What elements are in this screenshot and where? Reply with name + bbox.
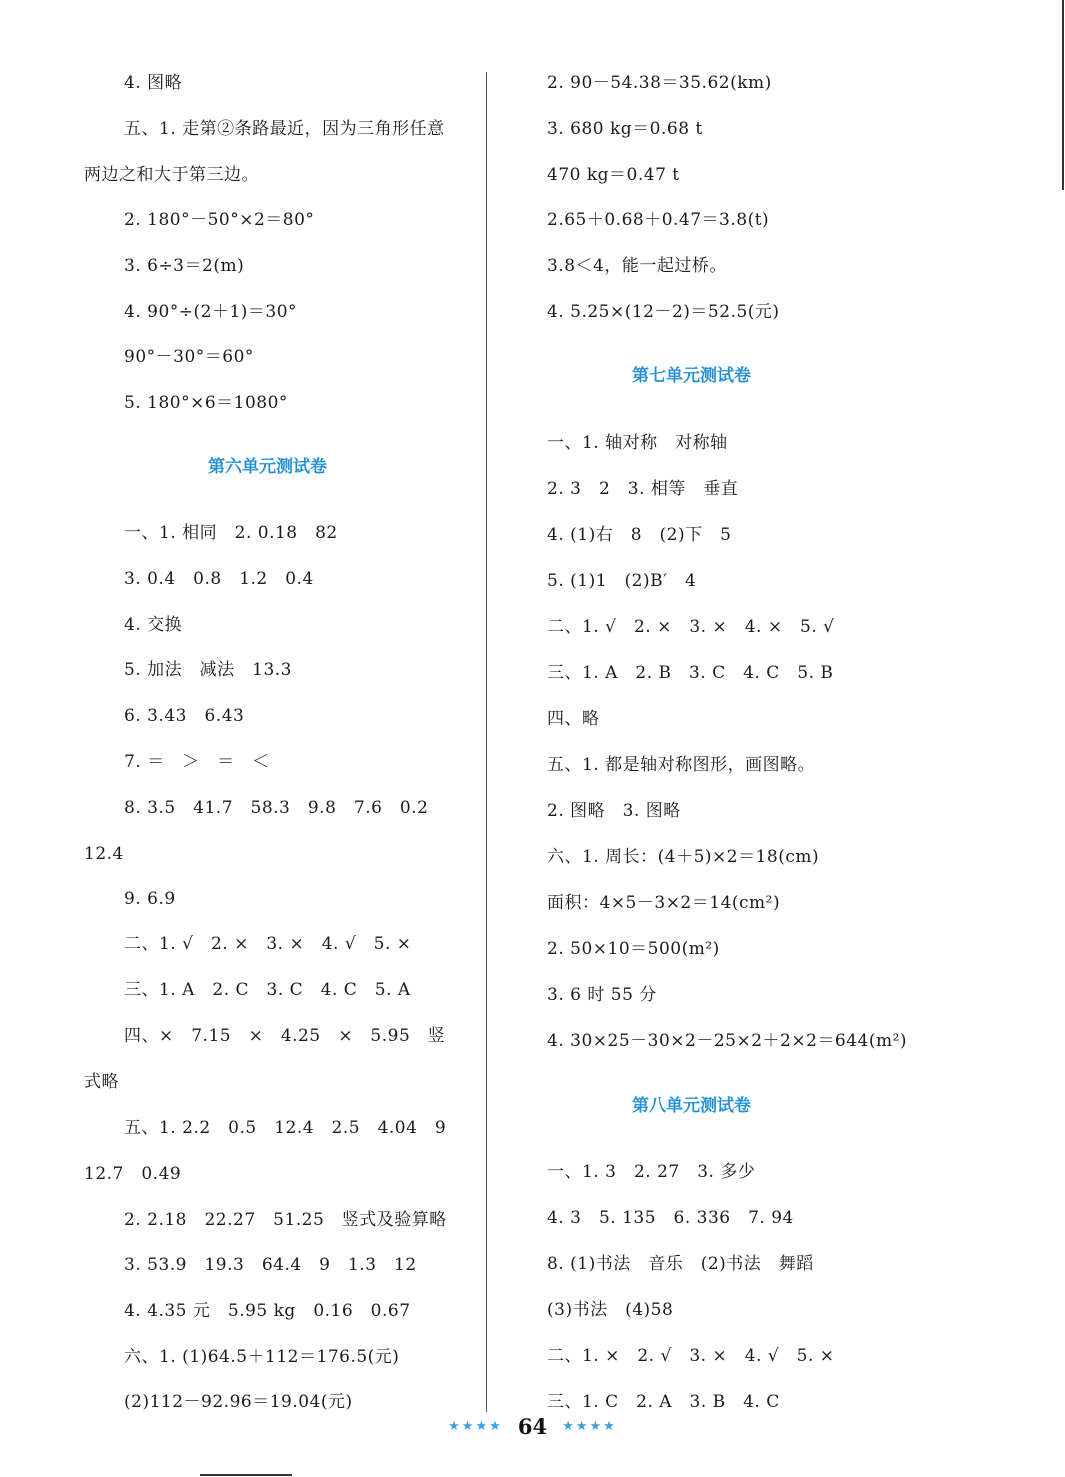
answer-line: 5. 180°×6＝1080° (124, 393, 288, 413)
answer-line: 4. 30×25－30×2－25×2＋2×2＝644(m²) (547, 1031, 908, 1051)
page-number: 64 (517, 1414, 548, 1439)
answer-line: 4. 5.25×(12－2)＝52.5(元) (547, 302, 780, 322)
answer-line: 六、1. (1)64.5＋112＝176.5(元) (124, 1347, 400, 1367)
answer-line: 3. 0.4 0.8 1.2 0.4 (124, 569, 314, 589)
footer-stars-left: ★★★★ (448, 1419, 503, 1434)
page-footer (0, 1414, 1065, 1446)
footer-stars-right: ★★★★ (562, 1419, 617, 1434)
answer-line: 四、略 (547, 709, 600, 729)
answer-line: 3. 53.9 19.3 64.4 9 1.3 12 (124, 1255, 417, 1275)
answer-line: 4. 交换 (124, 615, 183, 635)
answer-line: 一、1. 相同 2. 0.18 82 (124, 523, 338, 543)
answer-line: 3.8＜4，能一起过桥。 (547, 256, 727, 276)
answer-line: 8. (1)书法 音乐 (2)书法 舞蹈 (547, 1254, 814, 1274)
section-heading: 第七单元测试卷 (632, 366, 751, 386)
answer-line: 9. 6.9 (124, 889, 176, 909)
answer-line: 二、1. √ 2. × 3. × 4. × 5. √ (547, 617, 835, 637)
answer-line: 三、1. A 2. C 3. C 4. C 5. A (124, 980, 411, 1000)
answer-line: 4. 3 5. 135 6. 336 7. 94 (547, 1208, 794, 1228)
answer-line: 六、1. 周长：(4＋5)×2＝18(cm) (547, 847, 820, 867)
answer-line: 12.7 0.49 (84, 1164, 182, 1184)
answer-line: 4. 4.35 元 5.95 kg 0.16 0.67 (124, 1301, 411, 1321)
answer-line: 2. 图略 3. 图略 (547, 801, 681, 821)
answer-line: 五、1. 都是轴对称图形，画图略。 (547, 755, 816, 775)
answer-line: 五、1. 2.2 0.5 12.4 2.5 4.04 9 (124, 1118, 447, 1138)
answer-line: 2. 3 2 3. 相等 垂直 (547, 479, 739, 499)
answer-line: 3. 6 时 55 分 (547, 985, 657, 1005)
answer-line: 2.65＋0.68＋0.47＝3.8(t) (547, 210, 770, 230)
answer-line: (3)书法 (4)58 (547, 1300, 674, 1320)
answer-line: 2. 180°－50°×2＝80° (124, 210, 315, 230)
answer-line: 90°－30°＝60° (124, 347, 254, 367)
answer-line: 2. 50×10＝500(m²) (547, 939, 720, 959)
answer-line: 三、1. A 2. B 3. C 4. C 5. B (547, 663, 834, 683)
answer-line: 2. 2.18 22.27 51.25 竖式及验算略 (124, 1210, 447, 1230)
answer-line: 3. 680 kg＝0.68 t (547, 119, 703, 139)
answer-line: 两边之和大于第三边。 (84, 165, 259, 185)
answer-line: (2)112－92.96＝19.04(元) (124, 1392, 353, 1412)
column-divider (486, 72, 487, 1412)
answer-line: 6. 3.43 6.43 (124, 706, 245, 726)
answer-line: 三、1. C 2. A 3. B 4. C (547, 1392, 780, 1412)
page-edge-mark (1062, 0, 1064, 190)
answer-line: 面积：4×5－3×2＝14(cm²) (547, 893, 781, 913)
answer-line: 4. 图略 (124, 73, 183, 93)
answer-line: 一、1. 3 2. 27 3. 多少 (547, 1162, 756, 1182)
answer-line: 5. 加法 减法 13.3 (124, 660, 292, 680)
section-heading: 第六单元测试卷 (208, 457, 327, 477)
answer-line: 2. 90－54.38＝35.62(km) (547, 73, 772, 93)
answer-line: 5. (1)1 (2)B′ 4 (547, 571, 697, 591)
answer-line: 8. 3.5 41.7 58.3 9.8 7.6 0.2 (124, 798, 429, 818)
answer-line: 12.4 (84, 844, 124, 864)
answer-line: 一、1. 轴对称 对称轴 (547, 433, 728, 453)
bottom-rule (200, 1474, 292, 1476)
answer-line: 二、1. √ 2. × 3. × 4. √ 5. × (124, 934, 412, 954)
section-heading: 第八单元测试卷 (632, 1096, 751, 1116)
answer-line: 4. (1)右 8 (2)下 5 (547, 525, 732, 545)
answer-line: 7. ＝ ＞ ＝ ＜ (124, 752, 270, 772)
answer-line: 4. 90°÷(2＋1)＝30° (124, 302, 298, 322)
answer-line: 3. 6÷3＝2(m) (124, 256, 245, 276)
answer-line: 式略 (84, 1072, 119, 1092)
answer-line: 四、× 7.15 × 4.25 × 5.95 竖 (124, 1026, 446, 1046)
answer-line: 二、1. × 2. √ 3. × 4. √ 5. × (547, 1346, 835, 1366)
answer-line: 470 kg＝0.47 t (547, 165, 680, 185)
answer-line: 五、1. 走第②条路最近，因为三角形任意 (124, 119, 445, 139)
